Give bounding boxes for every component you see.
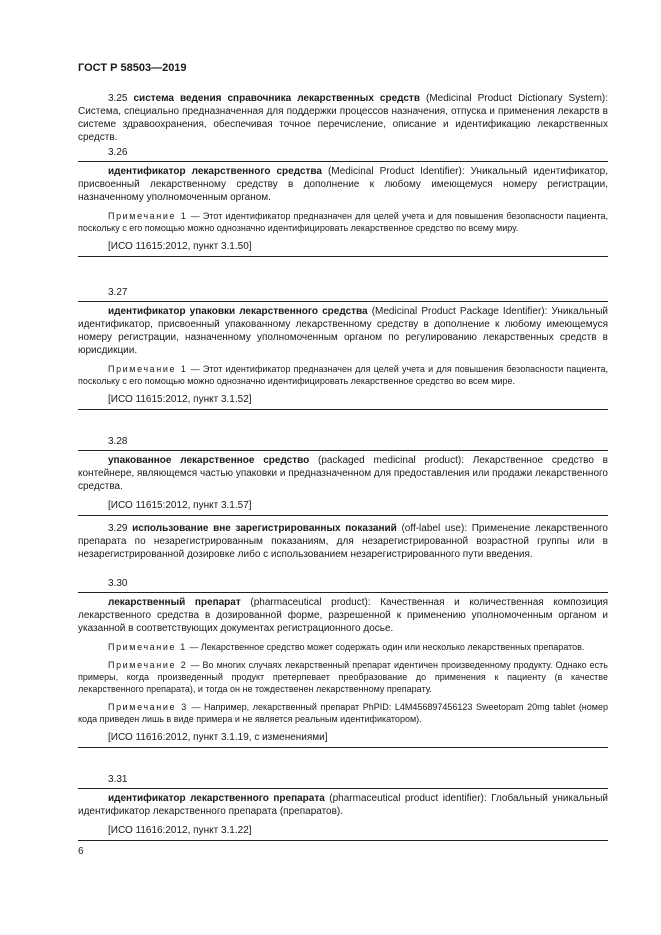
note-label: Примечание 1 bbox=[108, 642, 187, 652]
entry-number: 3.29 bbox=[108, 523, 128, 534]
entry-number-3-27-row bbox=[78, 286, 608, 299]
note-text: — Этот идентификатор предназначен для целей учета и для повышения безопасности пациента, поскольку с его помощью можно однозначно идентифицировать лекарственное средство во всем мире. bbox=[78, 364, 608, 386]
definition: (Medicinal Product Dictionary System): Система, специально предназначенная для поддержки процессов назначения, отпуска и применения лекарств в системе здравоохранения, обеспечивая точное перечисление, описание и идентификацию лекарственных средств. bbox=[78, 93, 609, 143]
term-box-3-30 bbox=[78, 592, 608, 748]
entry-number: 3.31 bbox=[108, 774, 128, 785]
note-label: Примечание 3 bbox=[108, 702, 188, 712]
note-text: — Лекарственное средство может содержать один или несколько лекарственных препаратов. bbox=[186, 642, 585, 652]
term: идентификатор упаковки лекарственного средства bbox=[108, 306, 368, 317]
term-box-3-28 bbox=[78, 450, 608, 516]
note-text: — Например, лекарственный препарат PhPID: L4M456897456123 Sweetopam 20mg tablet (номер кода приведен лишь в виде примера и не является реальным идентификатором). bbox=[78, 702, 608, 724]
term: лекарственный препарат bbox=[108, 597, 241, 608]
term: система ведения справочника лекарственных средств bbox=[133, 93, 420, 104]
source-reference: [ИСО 11616:2012, пункт 3.1.19, с изменениями] bbox=[108, 732, 328, 743]
term-entry-3-25 bbox=[78, 92, 608, 144]
page-number: 6 bbox=[78, 846, 84, 857]
entry-number-3-28-row bbox=[78, 435, 608, 448]
term-box-3-27 bbox=[78, 301, 608, 410]
entry-number-3-26-row bbox=[78, 146, 608, 159]
definition: (pharmaceutical product identifier): Глобальный уникальный идентификатор лекарственного препарата (препаратов). bbox=[78, 793, 608, 817]
entry-number-3-30-row bbox=[78, 577, 608, 590]
entry-number: 3.26 bbox=[108, 147, 128, 158]
term: упакованное лекарственное средство bbox=[108, 455, 310, 466]
definition: (packaged medicinal product): Лекарственное средство в контейнере, являющемся частью упаковки и предназначенном для предоставления или продажи лекарственного средства. bbox=[78, 455, 608, 492]
source-reference: [ИСО 11615:2012, пункт 3.1.52] bbox=[108, 394, 252, 405]
term-box-3-31 bbox=[78, 788, 608, 841]
note-text: — Во многих случаях лекарственный препарат идентичен произведенному продукту. Однако есть примеры, когда произведенный продукт претерпевает преобразование до применения к пациенту (в качестве лекарственного препарата), и тогда он не тождественен лекарственному препарату. bbox=[78, 660, 608, 694]
entry-number: 3.28 bbox=[108, 436, 128, 447]
source-reference: [ИСО 11616:2012, пункт 3.1.22] bbox=[108, 825, 252, 836]
source-reference: [ИСО 11615:2012, пункт 3.1.50] bbox=[108, 241, 252, 252]
term-entry-3-29 bbox=[78, 522, 608, 561]
entry-number: 3.30 bbox=[108, 578, 128, 589]
term: идентификатор лекарственного средства bbox=[108, 166, 322, 177]
note-label: Примечание 1 bbox=[108, 211, 188, 221]
note-text: — Этот идентификатор предназначен для целей учета и для повышения безопасности пациента, поскольку с его помощью можно однозначно идентифицировать лекарственное средство по всему миру. bbox=[78, 211, 608, 233]
term: идентификатор лекарственного препарата bbox=[108, 793, 325, 804]
entry-number-3-31-row bbox=[78, 773, 608, 786]
definition: (off-label use): Применение лекарственного препарата по незарегистрированным показаниям, для незарегистрированной возрастной группы или в незарегистрированной дозировке либо с использованием незарегистрированного пути введения. bbox=[78, 523, 608, 560]
note-label: Примечание 2 bbox=[108, 660, 188, 670]
term-box-3-26 bbox=[78, 161, 608, 257]
document-header: ГОСТ Р 58503—2019 bbox=[78, 62, 187, 74]
term: использование вне зарегистрированных показаний bbox=[132, 523, 397, 534]
entry-number: 3.27 bbox=[108, 287, 128, 298]
definition: (Medicinal Product Package Identifier): Уникальный идентификатор, присвоенный упакованному лекарственному средству в дополнение к любому имеющемуся номеру регистрации, назначенному уполномоченным органом по регулированию лекарственных средств в юрисдикции. bbox=[78, 306, 608, 356]
entry-number: 3.25 bbox=[108, 93, 128, 104]
note-label: Примечание 1 bbox=[108, 364, 188, 374]
source-reference: [ИСО 11615:2012, пункт 3.1.57] bbox=[108, 500, 252, 511]
definition: (pharmaceutical product): Качественная и количественная композиция лекарственного средства в дозированной форме, разрешенной к применению уполномоченным органом и указанной в соответствующих документах регистрационного досье. bbox=[78, 597, 608, 634]
definition: (Medicinal Product Identifier): Уникальный идентификатор, присвоенный лекарственному средству в дополнение к любому имеющемуся номеру регистрации, назначенному уполномоченным органом. bbox=[78, 166, 608, 203]
